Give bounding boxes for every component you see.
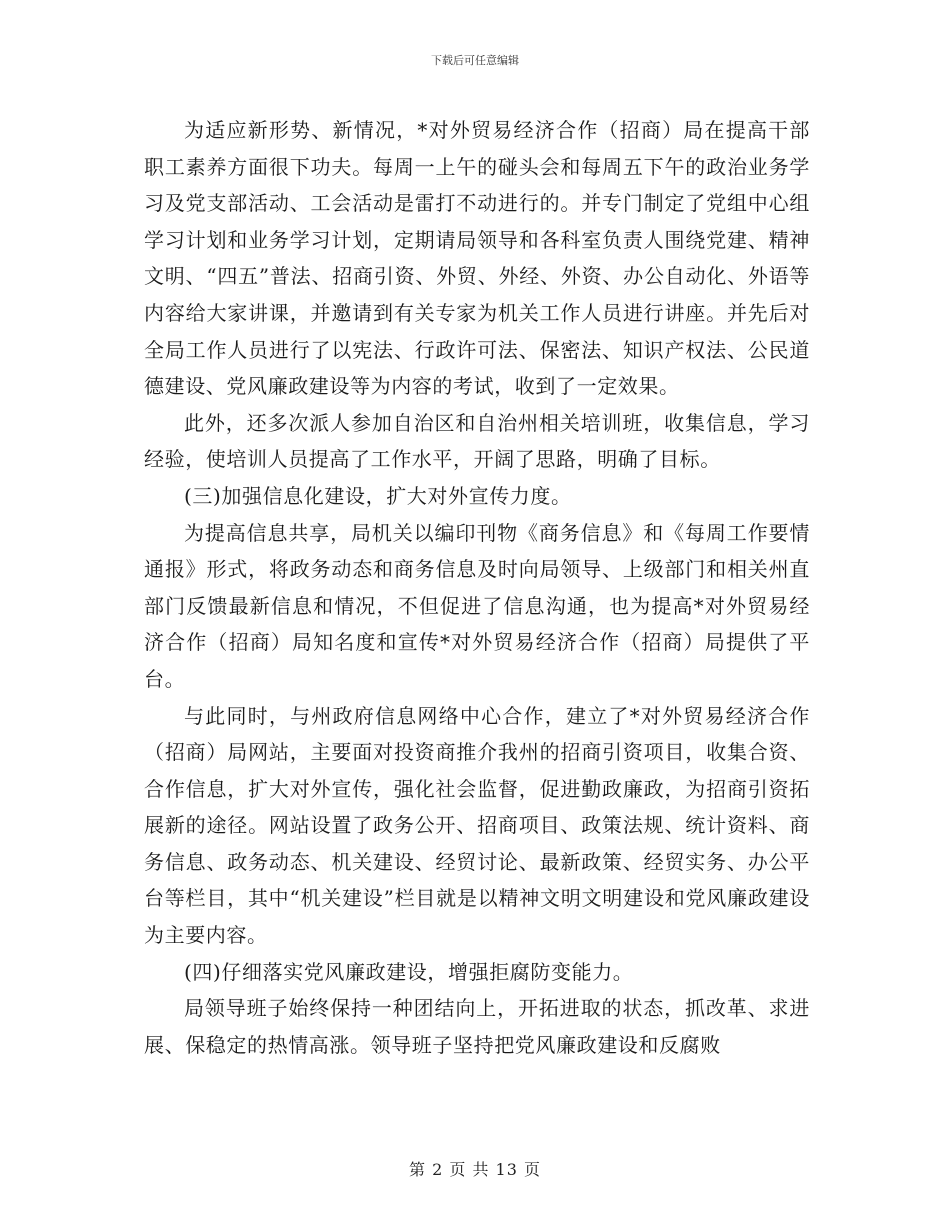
paragraph-publications: 为提高信息共享，局机关以编印刊物《商务信息》和《每周工作要情通报》形式，将政务动态和商务信息及时向局领导、上级部门和相关州直部门反馈最新信息和情况，不但促进了信息沟通，也为提高*对外贸易经济合作（招商）局知名度和宣传*对外贸易经济合作（招商）局提供了平台。 [144, 520, 810, 691]
paragraph-website: 与此同时，与州政府信息网络中心合作，建立了*对外贸易经济合作（招商）局网站，主要面对投资商推介我州的招商引资项目，收集合资、合作信息，扩大对外宣传，强化社会监督，促进勤政廉政，为招商引资拓展新的途径。网站设置了政务公开、招商项目、政策法规、统计资料、商务信息、政务动态、机关建设、经贸讨论、最新政策、经贸实务、办公平台等栏目，其中“机关建设”栏目就是以精神文明文明建设和党风廉政建设为主要内容。 [144, 703, 810, 948]
paragraph-staff-training: 为适应新形势、新情况，*对外贸易经济合作（招商）局在提高干部职工素养方面很下功夫。每周一上午的碰头会和每周五下午的政治业务学习及党支部活动、工会活动是雷打不动进行的。并专门制定了党组中心组学习计划和业务学习计划，定期请局领导和各科室负责人围绕党建、精神文明、“四五”普法、招商引资、外贸、外经、外资、办公自动化、外语等内容给大家讲课，并邀请到有关专家为机关工作人员进行讲座。并先后对全局工作人员进行了以宪法、行政许可法、保密法、知识产权法、公民道德建设、党风廉政建设等为内容的考试，收到了一定效果。 [144, 118, 810, 399]
page-number-footer: 第 2 页 共 13 页 [409, 1160, 541, 1179]
paragraph-leadership: 局领导班子始终保持一种团结向上，开拓进取的状态，抓改革、求进展、保稳定的热情高涨。领导班子坚持把党风廉政建设和反腐败 [144, 996, 810, 1057]
section-heading-integrity: (四)仔细落实党风廉政建设，增强拒腐防变能力。 [184, 959, 634, 984]
section-heading-informatization: (三)加强信息化建设，扩大对外宣传力度。 [184, 483, 572, 508]
paragraph-external-training: 此外，还多次派人参加自治区和自治州相关培训班，收集信息，学习经验，使培训人员提高了工作水平，开阔了思路，明确了目标。 [144, 410, 810, 472]
document-body [144, 112, 810, 1063]
page-header-note: 下载后可任意编辑 [431, 54, 519, 67]
